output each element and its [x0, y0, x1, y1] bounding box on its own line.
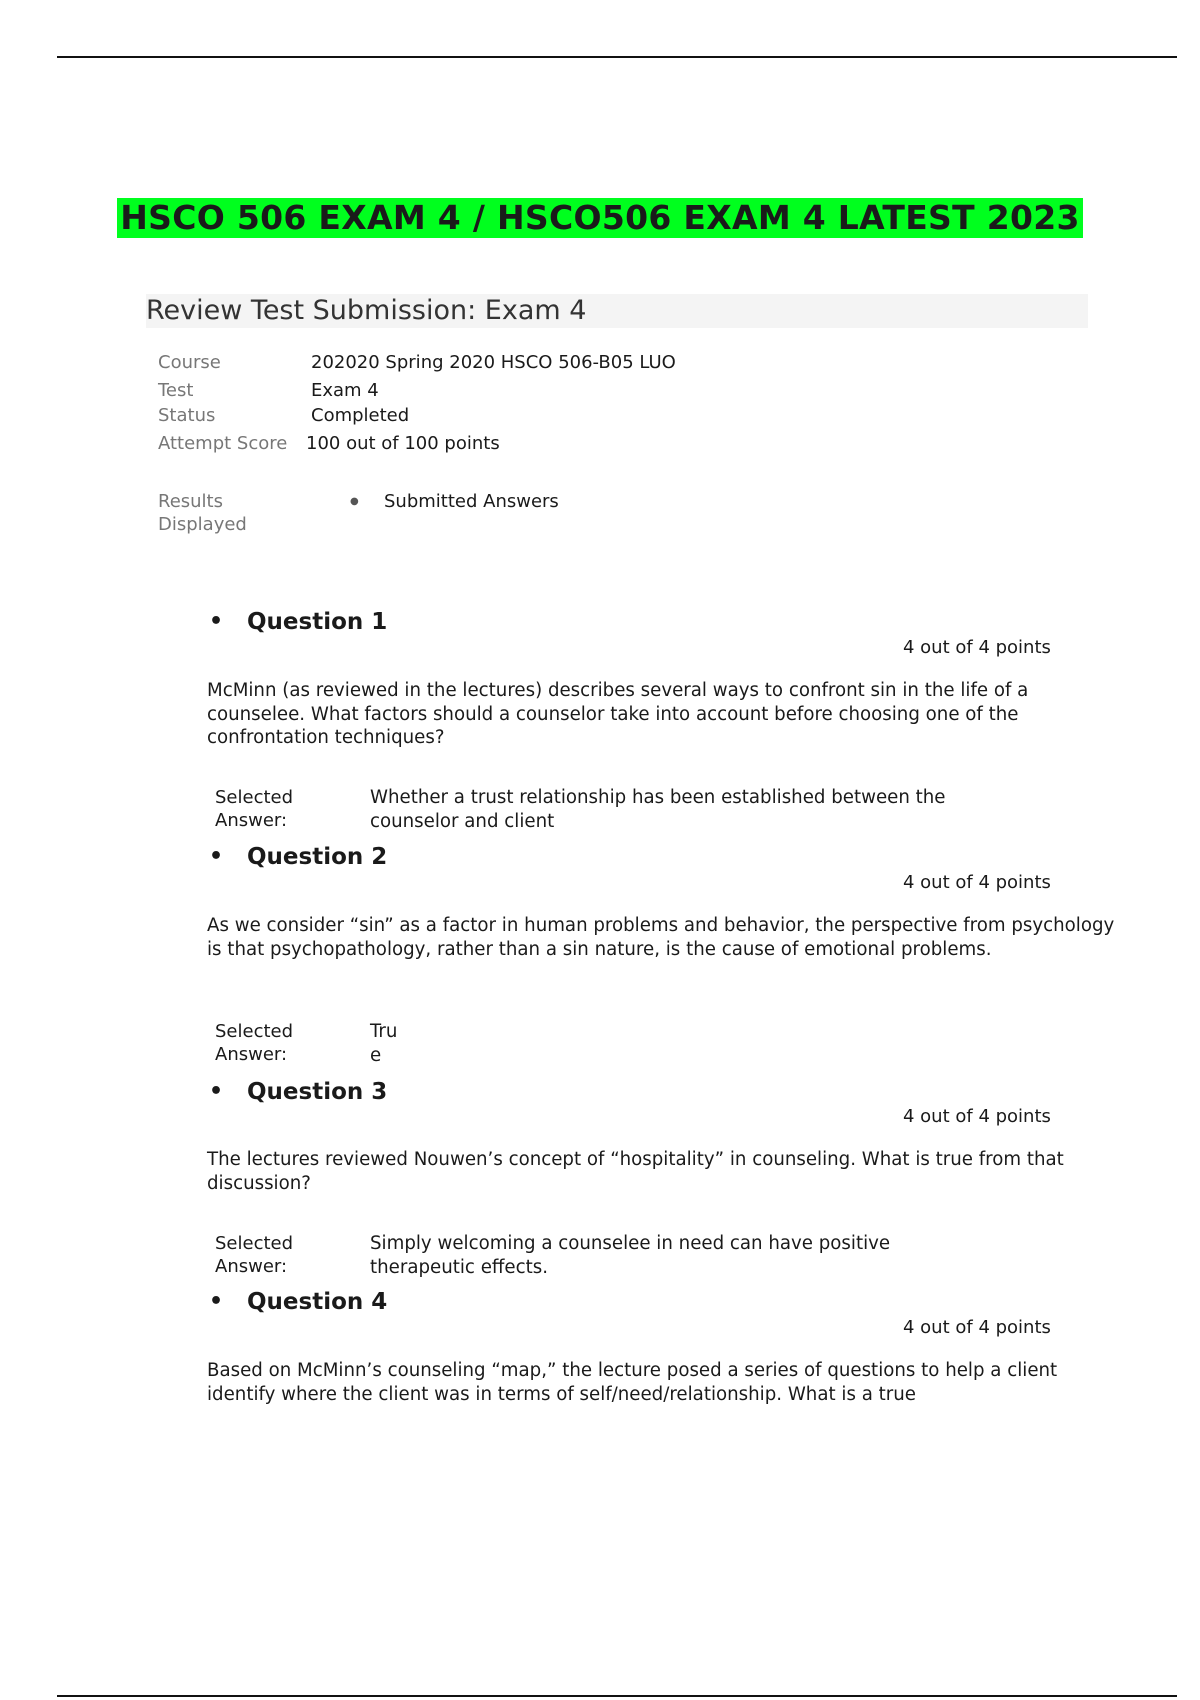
top-rule: [57, 56, 1177, 58]
question-title: Question 4: [247, 1289, 388, 1315]
question-title: Question 3: [247, 1079, 388, 1105]
results-bullet-icon: ●: [350, 496, 359, 507]
attempt-score-value: 100 out of 100 points: [306, 433, 500, 454]
question-points: 4 out of 4 points: [903, 637, 1051, 658]
question-text: Based on McMinn’s counseling “map,” the lecture posed a series of questions to help a client identify where the client was in terms of self/need/relationship. What is a true: [207, 1360, 1058, 1405]
selected-answer: Simply welcoming a counselee in need can have positive therapeutic effects.: [370, 1233, 891, 1278]
course-label: Course: [158, 352, 221, 373]
question-bullet-icon: •: [209, 1079, 224, 1104]
bottom-rule: [57, 1695, 1177, 1697]
question-bullet-icon: •: [209, 844, 224, 869]
selected-answer-label-line1: Selected: [215, 787, 294, 808]
question-bullet-icon: •: [209, 609, 224, 634]
review-header-title: Review Test Submission: Exam 4: [146, 295, 587, 326]
question-title: Question 2: [247, 844, 388, 870]
question-points: 4 out of 4 points: [903, 872, 1051, 893]
selected-answer-label-line2: Answer:: [215, 1044, 288, 1065]
selected-answer-label-line1: Selected: [215, 1233, 294, 1254]
test-value: Exam 4: [311, 380, 379, 401]
banner-container: [0, 198, 1200, 238]
question-bullet-icon: •: [209, 1289, 224, 1314]
review-header-bar: [146, 294, 1088, 328]
results-displayed-label-line2: Displayed: [158, 514, 247, 535]
question-title: Question 1: [247, 609, 388, 635]
results-displayed-label-line1: Results: [158, 491, 223, 512]
question-text: McMinn (as reviewed in the lectures) describes several ways to confront sin in the life of a counselee. What factors should a counselor take into account before choosing one of the confrontation techniques?: [207, 680, 1029, 748]
selected-answer-label-line2: Answer:: [215, 810, 288, 831]
results-displayed-value: Submitted Answers: [384, 491, 559, 512]
question-points: 4 out of 4 points: [903, 1317, 1051, 1338]
selected-answer-label-line2: Answer:: [215, 1256, 288, 1277]
attempt-score-label: Attempt Score: [158, 433, 288, 454]
selected-answer: Whether a trust relationship has been established between the counselor and client: [370, 787, 946, 832]
question-points: 4 out of 4 points: [903, 1106, 1051, 1127]
question-text: As we consider “sin” as a factor in human problems and behavior, the perspective from psychology is that psychopathology, rather than a sin nature, is the cause of emotional problems.: [207, 915, 1115, 960]
status-label: Status: [158, 405, 216, 426]
course-value: 202020 Spring 2020 HSCO 506-B05 LUO: [311, 352, 676, 373]
status-value: Completed: [311, 405, 410, 426]
selected-answer: True: [370, 1021, 398, 1066]
document-title-banner: HSCO 506 EXAM 4 / HSCO506 EXAM 4 LATEST 2023: [117, 198, 1083, 238]
test-label: Test: [158, 380, 194, 401]
selected-answer-label-line1: Selected: [215, 1021, 294, 1042]
question-text: The lectures reviewed Nouwen’s concept of “hospitality” in counseling. What is true from that discussion?: [207, 1149, 1064, 1194]
